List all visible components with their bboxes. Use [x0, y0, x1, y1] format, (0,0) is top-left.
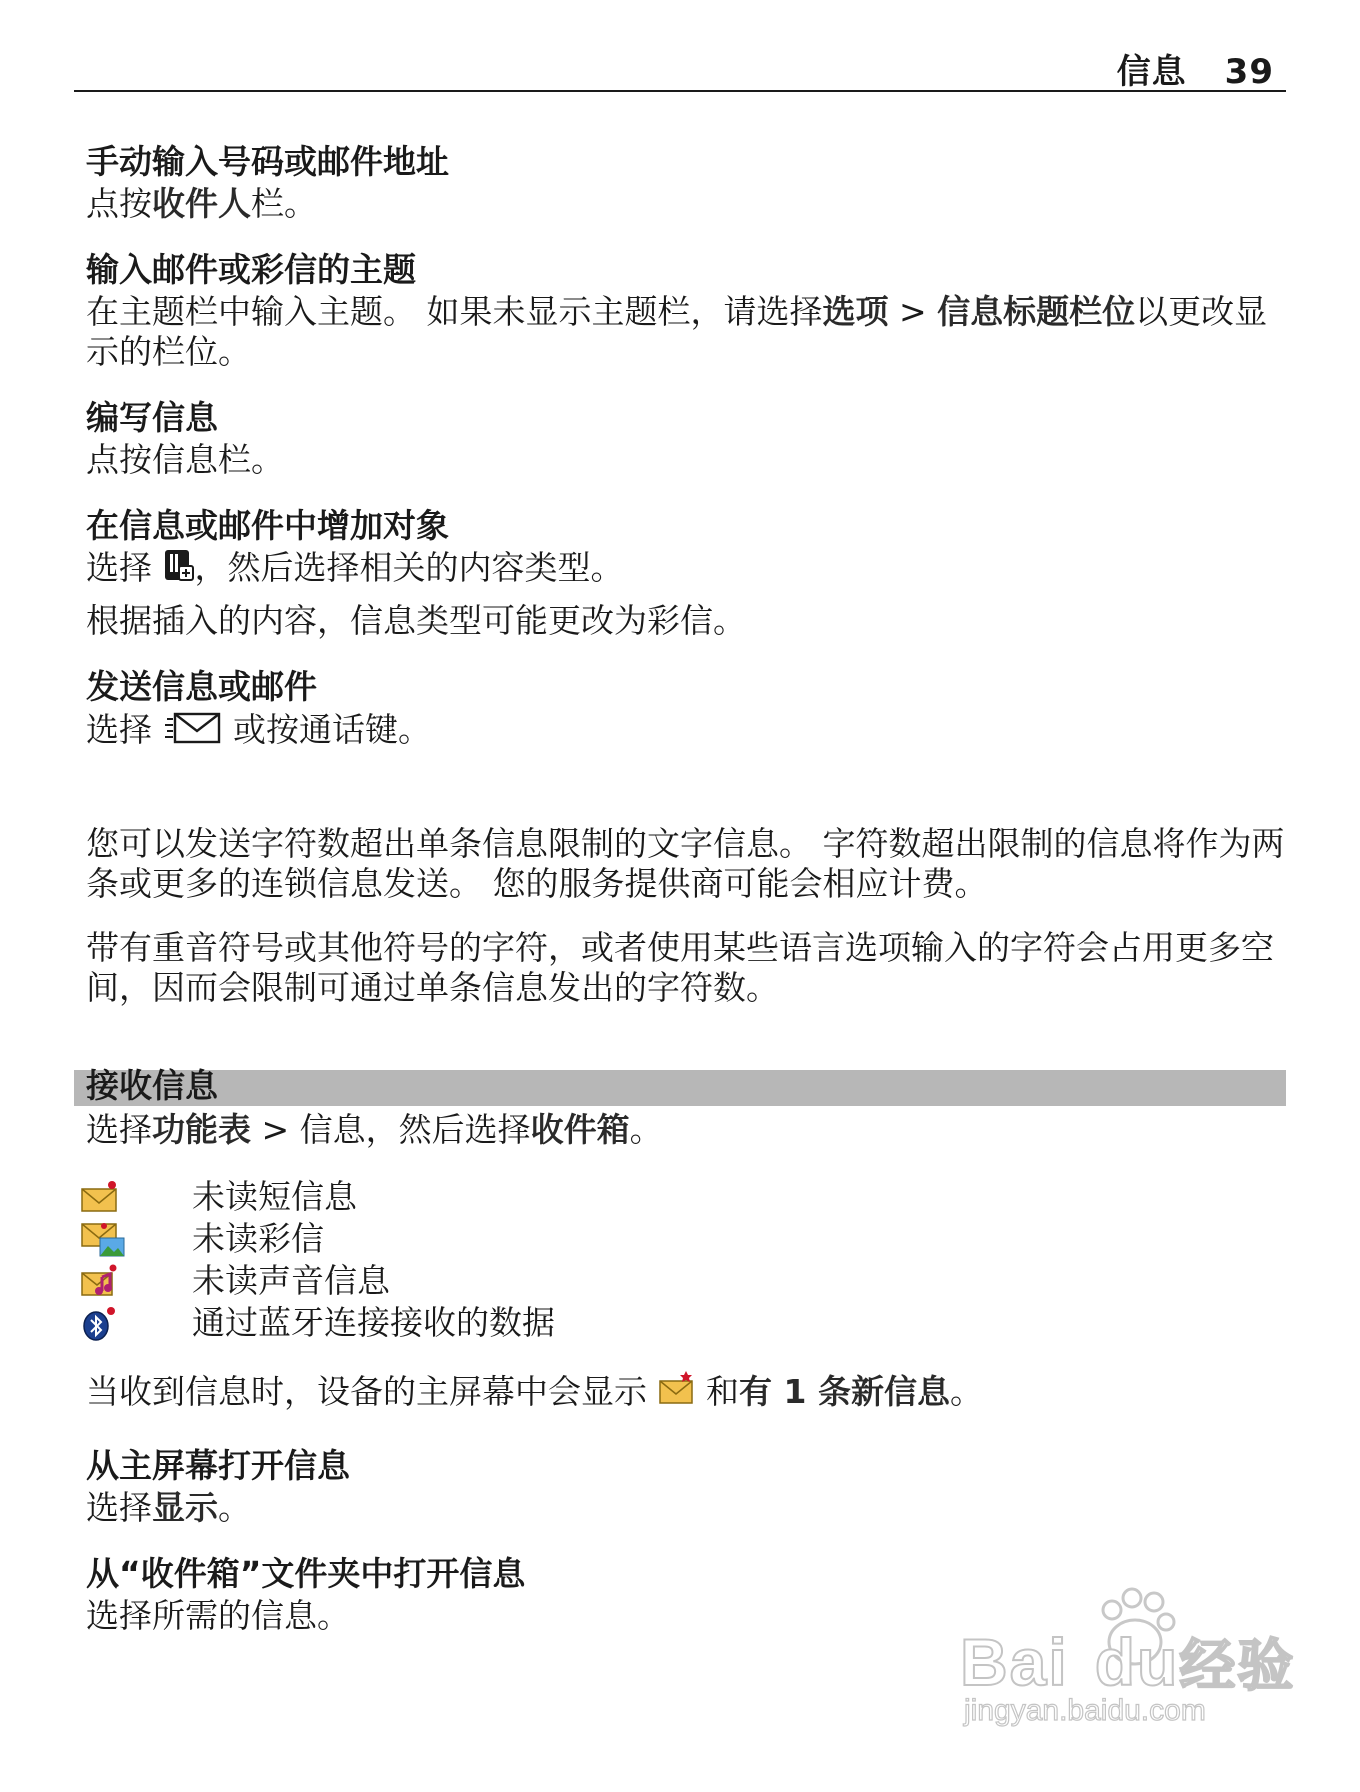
section-heading: 手动输入号码或邮件地址 — [86, 142, 449, 181]
section-add-object — [86, 504, 1286, 641]
notify-text: 当收到信息时，设备的主屏幕中会显示 和有 1 条新信息。 — [86, 1368, 1286, 1418]
section-heading: 输入邮件或彩信的主题 — [86, 250, 416, 289]
section-body-line1: 选择 ，然后选择相关的内容类型。 — [86, 548, 1286, 591]
header-text — [1117, 44, 1274, 93]
info-paragraph-1: 您可以发送字符数超出单条信息限制的文字信息。 字符数超出限制的信息将作为两条或更多的连锁信息发送。 您的服务提供商可能会相应计费。 — [86, 824, 1285, 903]
bar-title: 接收信息 — [86, 1066, 218, 1105]
insert-object-icon — [163, 548, 195, 591]
legend-row: 未读短信息 — [80, 1176, 1286, 1218]
baidu-watermark — [960, 1582, 1300, 1732]
receive-content — [86, 1106, 1286, 1660]
unread-audio-icon — [80, 1260, 192, 1302]
section-body: 选择所需的信息。 — [86, 1596, 350, 1635]
legend-row: 未读彩信 — [80, 1218, 1286, 1260]
section-body-line2: 根据插入的内容，信息类型可能更改为彩信。 — [86, 601, 746, 640]
section-open-home — [86, 1444, 1286, 1528]
page-number: 39 — [1224, 52, 1274, 92]
section-heading: 编写信息 — [86, 398, 218, 437]
section-body: 在主题栏中输入主题。 如果未显示主题栏，请选择选项 > 信息标题栏位以更改显示的栏位。 — [86, 292, 1268, 371]
section-body: 点按信息栏。 — [86, 440, 284, 479]
section-compose — [86, 396, 1286, 480]
send-envelope-icon — [163, 709, 223, 754]
unread-sms-icon — [80, 1176, 192, 1218]
section-heading: 在信息或邮件中增加对象 — [86, 506, 449, 545]
page-header — [74, 44, 1286, 92]
section-manual-input — [86, 140, 1286, 224]
section-subject — [86, 248, 1286, 372]
section-heading: 从“收件箱”文件夹中打开信息 — [86, 1554, 526, 1593]
section-body: 点按收件人栏。 — [86, 184, 317, 223]
legend-row: 通过蓝牙连接接收的数据 — [80, 1302, 1286, 1344]
section-body: 选择 或按通话键。 — [86, 709, 1286, 754]
main-content — [86, 140, 1286, 1008]
section-body: 选择显示。 — [86, 1488, 251, 1527]
legend-row: 未读声音信息 — [80, 1260, 1286, 1302]
unread-mms-icon — [80, 1218, 192, 1260]
section-send — [86, 665, 1286, 754]
watermark-url: jingyan.baidu.com — [964, 1694, 1206, 1727]
watermark-brand: Bai du经验 — [960, 1625, 1296, 1699]
icon-legend — [80, 1176, 1286, 1344]
section-heading: 从主屏幕打开信息 — [86, 1446, 350, 1485]
section-bar-receive — [74, 1066, 1286, 1106]
receive-instructions: 选择功能表 > 信息，然后选择收件箱。 — [86, 1110, 663, 1149]
header-title: 信息 — [1116, 52, 1187, 92]
info-paragraph-2: 带有重音符号或其他符号的字符，或者使用某些语言选项输入的字符会占用更多空间，因而会限制可通过单条信息发出的字符数。 — [86, 928, 1274, 1007]
bluetooth-data-icon — [80, 1302, 192, 1344]
section-heading: 发送信息或邮件 — [86, 667, 317, 706]
new-message-icon — [658, 1369, 696, 1418]
